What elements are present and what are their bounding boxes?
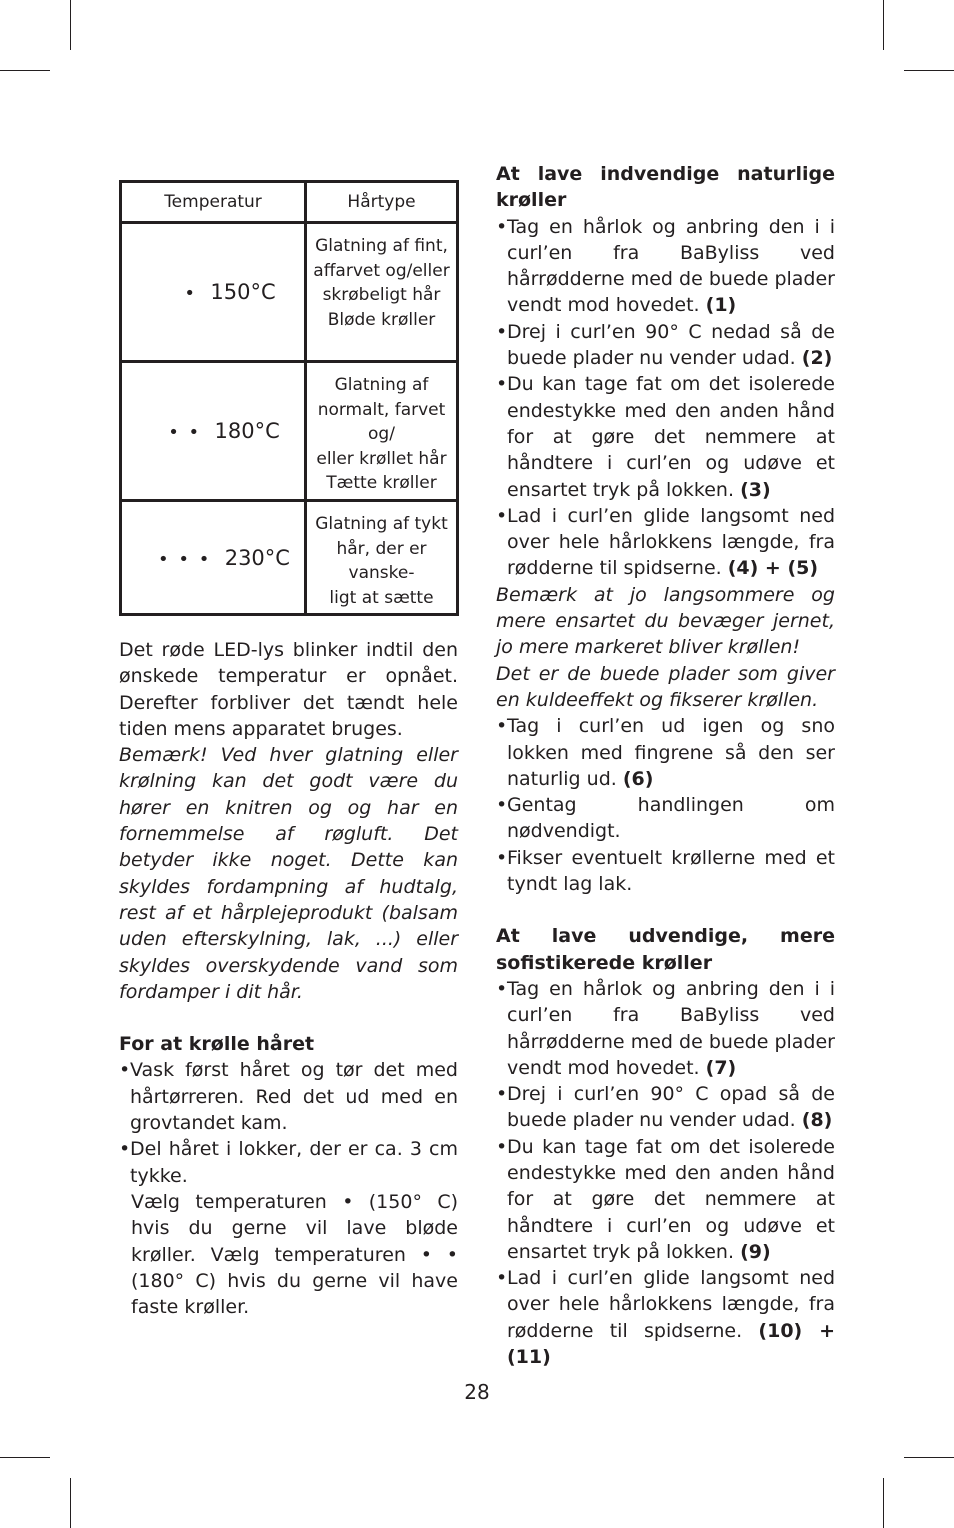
instruction-list xyxy=(496,713,835,897)
bullet-icon: • xyxy=(496,1135,508,1158)
temperature-cell xyxy=(121,223,306,362)
section-heading: For at krølle håret xyxy=(119,1033,315,1056)
temperature-dots-icon: • • • xyxy=(158,548,212,570)
list-item xyxy=(496,1265,835,1370)
bullet-icon: • xyxy=(496,1083,508,1106)
left-column xyxy=(119,637,458,1320)
bullet-icon: • xyxy=(496,373,508,396)
figure-ref: (1) xyxy=(705,294,737,317)
page-number: 28 xyxy=(464,1380,490,1404)
temperature-cell xyxy=(121,501,306,615)
section-heading: At lave indvendige naturlige krøller xyxy=(496,163,835,212)
list-item xyxy=(496,792,835,845)
temperature-value: 230°C xyxy=(224,545,290,570)
bullet-icon: • xyxy=(496,715,508,738)
list-item-text: Lad i curl’en glide langsomt ned over hele hårlokkens længde, fra rødderne til spidserne. xyxy=(507,1267,835,1342)
list-item xyxy=(119,1136,458,1189)
table-row xyxy=(121,223,458,362)
instruction-list xyxy=(119,1057,458,1188)
right-column xyxy=(496,161,835,1370)
figure-ref: (10) + (11) xyxy=(507,1319,835,1369)
table-row xyxy=(121,501,458,615)
list-item-text: Fikser eventuelt krøllerne med et tyndt lag lak. xyxy=(507,846,835,896)
bullet-icon: • xyxy=(496,794,508,817)
crop-mark xyxy=(70,0,71,50)
figure-ref: (4) + (5) xyxy=(727,557,819,580)
list-item-text: Tag i curl’en ud igen og sno lokken med fingrene så den ser naturlig ud. xyxy=(507,715,835,790)
bullet-icon: • xyxy=(496,320,508,343)
list-item xyxy=(496,976,835,1081)
crop-mark xyxy=(0,70,50,71)
spacer xyxy=(119,1005,458,1031)
crop-mark xyxy=(904,70,954,71)
temperature-value: 150°C xyxy=(210,280,276,304)
section-heading: At lave udvendige, mere sofistikerede krøller xyxy=(496,925,835,974)
list-item xyxy=(496,214,835,319)
crop-mark xyxy=(883,1478,884,1528)
list-item-text: Lad i curl’en glide langsomt ned over hele hårlokkens længde, fra rødderne til spidserne. xyxy=(507,504,835,580)
list-item-text: Tag en hårlok og anbring den i i curl’en fra BaByliss ved hårrødderne med de buede plader vendt mod hovedet. xyxy=(507,977,835,1079)
hair-type-text: Glatning af normalt, farvet og/ eller krøllet hår Tætte krøller xyxy=(316,375,447,493)
bullet-icon: • xyxy=(119,1059,131,1082)
hair-type-cell xyxy=(306,362,458,501)
list-item-text: Del håret i lokker, der er ca. 3 cm tykke. xyxy=(130,1138,458,1187)
note-paragraph: Bemærk! Ved hver glatning eller krølning kan det godt være du hører en knitren og og har en fornemmelse af røgluft. Det betyder ikke noget. Dette kan skyldes fordampning af hudtalg, rest af et hårplejeprodukt (balsam uden efterskylning, lak, ...) eller skyldes overskydende vand som fordamper i dit hår. xyxy=(119,744,458,1003)
note-paragraph: Det er de buede plader som giver en kuldeeffekt og fikserer krøllen. xyxy=(496,662,835,711)
figure-ref: (6) xyxy=(622,767,654,790)
temperature-table xyxy=(119,180,459,616)
crop-mark xyxy=(883,0,884,50)
instruction-list xyxy=(496,976,835,1370)
list-item xyxy=(496,503,835,582)
figure-ref: (2) xyxy=(801,347,833,370)
figure-ref: (3) xyxy=(740,478,771,501)
temperature-value: 180°C xyxy=(214,419,280,443)
bullet-icon: • xyxy=(496,977,508,1000)
hair-type-text: Glatning af fint, affarvet og/eller skrøbeligt hår Bløde krøller xyxy=(313,236,450,330)
hair-type-cell xyxy=(306,223,458,362)
list-item xyxy=(496,319,835,372)
bullet-icon: • xyxy=(496,504,508,527)
instruction-list xyxy=(496,214,835,582)
bullet-icon: • xyxy=(119,1138,131,1161)
crop-mark xyxy=(0,1457,50,1458)
bullet-icon: • xyxy=(496,1267,508,1290)
list-item xyxy=(496,713,835,792)
list-item-text: Gentag handlingen om nødvendigt. xyxy=(507,794,835,843)
hair-type-cell xyxy=(306,501,458,615)
figure-ref: (8) xyxy=(801,1109,833,1132)
list-item xyxy=(496,371,835,502)
led-paragraph: Det røde LED-lys blinker indtil den ønskede temperatur er opnået. Derefter forbliver det tændt hele tiden mens apparatet bruges. xyxy=(119,639,458,740)
table-row xyxy=(121,362,458,501)
temperature-cell xyxy=(121,362,306,501)
spacer xyxy=(496,897,835,923)
table-header-temperature: Temperatur xyxy=(121,182,306,223)
table-header-row xyxy=(121,182,458,223)
list-item-text: Tag en hårlok og anbring den i i curl’en fra BaByliss ved hårrødderne med de buede plader vendt mod hovedet. xyxy=(507,215,835,317)
temperature-dots-icon: • xyxy=(184,283,197,304)
crop-mark xyxy=(904,1457,954,1458)
list-item-text: Du kan tage fat om det isolerede endestykke med den anden hånd for at gøre det nemmere at håndtere i curl’en og udøve et ensartet tryk på lokken. xyxy=(507,1135,835,1263)
list-item-text: Drej i curl’en 90° C opad så de buede plader nu vender udad. xyxy=(507,1083,835,1132)
list-item-text: Drej i curl’en 90° C nedad så de buede plader nu vender udad. xyxy=(507,320,835,370)
figure-ref: (7) xyxy=(705,1056,737,1079)
figure-ref: (9) xyxy=(740,1240,771,1263)
bullet-icon: • xyxy=(496,215,508,238)
temperature-dots-icon: • • xyxy=(168,422,202,443)
bullet-icon: • xyxy=(496,846,508,869)
note-paragraph: Bemærk at jo langsommere og mere ensartet du bevæger jernet, jo mere markeret bliver krøllen! xyxy=(496,583,835,659)
list-item xyxy=(496,1081,835,1134)
list-item xyxy=(496,845,835,898)
list-item xyxy=(119,1057,458,1136)
list-item xyxy=(496,1134,835,1265)
temperature-choice-paragraph: Vælg temperaturen • (150° C) hvis du gerne vil lave bløde krøller. Vælg temperaturen • • (180° C) hvis du gerne vil have faste krøller. xyxy=(131,1190,458,1319)
list-item-text: Du kan tage fat om det isolerede endestykke med den anden hånd for at gøre det nemmere at håndtere i curl’en og udøve et ensartet tryk på lokken. xyxy=(507,373,835,501)
hair-type-text: Glatning af tykt hår, der er vanske- ligt at sætte xyxy=(315,514,448,608)
list-item-text: Vask først håret og tør det med hårtørreren. Red det ud med en grovtandet kam. xyxy=(130,1059,458,1135)
table-header-hair-type: Hårtype xyxy=(306,182,458,223)
crop-mark xyxy=(70,1478,71,1528)
